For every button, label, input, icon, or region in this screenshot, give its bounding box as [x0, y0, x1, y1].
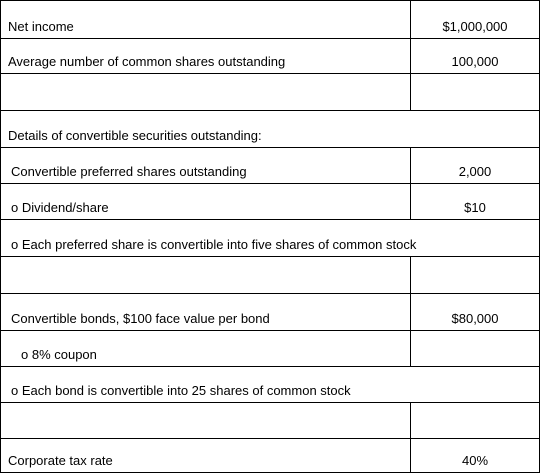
row-label: Net income [1, 1, 411, 38]
row-label: Average number of common shares outstanding [1, 39, 411, 73]
row-label: o 8% coupon [1, 331, 411, 366]
row-value: $10 [464, 200, 486, 215]
table-row-bond-conversion [1, 367, 539, 403]
table-row-coupon [1, 331, 539, 367]
row-value [411, 257, 539, 293]
row-value [411, 331, 539, 366]
section-heading: Details of convertible securities outstanding: [8, 128, 262, 143]
row-label: Convertible bonds, $100 face value per bond [1, 294, 411, 330]
table-row-net-income [1, 1, 539, 39]
row-value [411, 74, 539, 110]
table-row-preferred-shares [1, 148, 539, 184]
row-label: Corporate tax rate [1, 439, 411, 472]
table-row-blank [1, 403, 539, 439]
row-label: o Dividend/share [1, 184, 411, 219]
row-label [1, 257, 411, 293]
row-value [411, 403, 539, 438]
table-row-convertibles-heading [1, 111, 539, 148]
table-row-common-shares [1, 39, 539, 74]
row-label [1, 74, 411, 110]
row-value: $1,000,000 [442, 19, 508, 34]
row-label: o Each bond is convertible into 25 shares of common stock [11, 383, 351, 398]
row-label [1, 403, 411, 438]
row-label: o Each preferred share is convertible into five shares of common stock [11, 237, 417, 252]
row-value: $80,000 [451, 311, 499, 326]
table-row-dividend [1, 184, 539, 220]
table-row-blank [1, 257, 539, 294]
table-row-preferred-conversion [1, 220, 539, 257]
table-row-convertible-bonds [1, 294, 539, 331]
row-value: 2,000 [458, 164, 492, 179]
row-value: 100,000 [451, 54, 499, 69]
table-row-tax-rate [1, 439, 539, 472]
row-label: Convertible preferred shares outstanding [1, 148, 411, 183]
row-value: 40% [461, 453, 489, 468]
table-row-blank [1, 74, 539, 111]
